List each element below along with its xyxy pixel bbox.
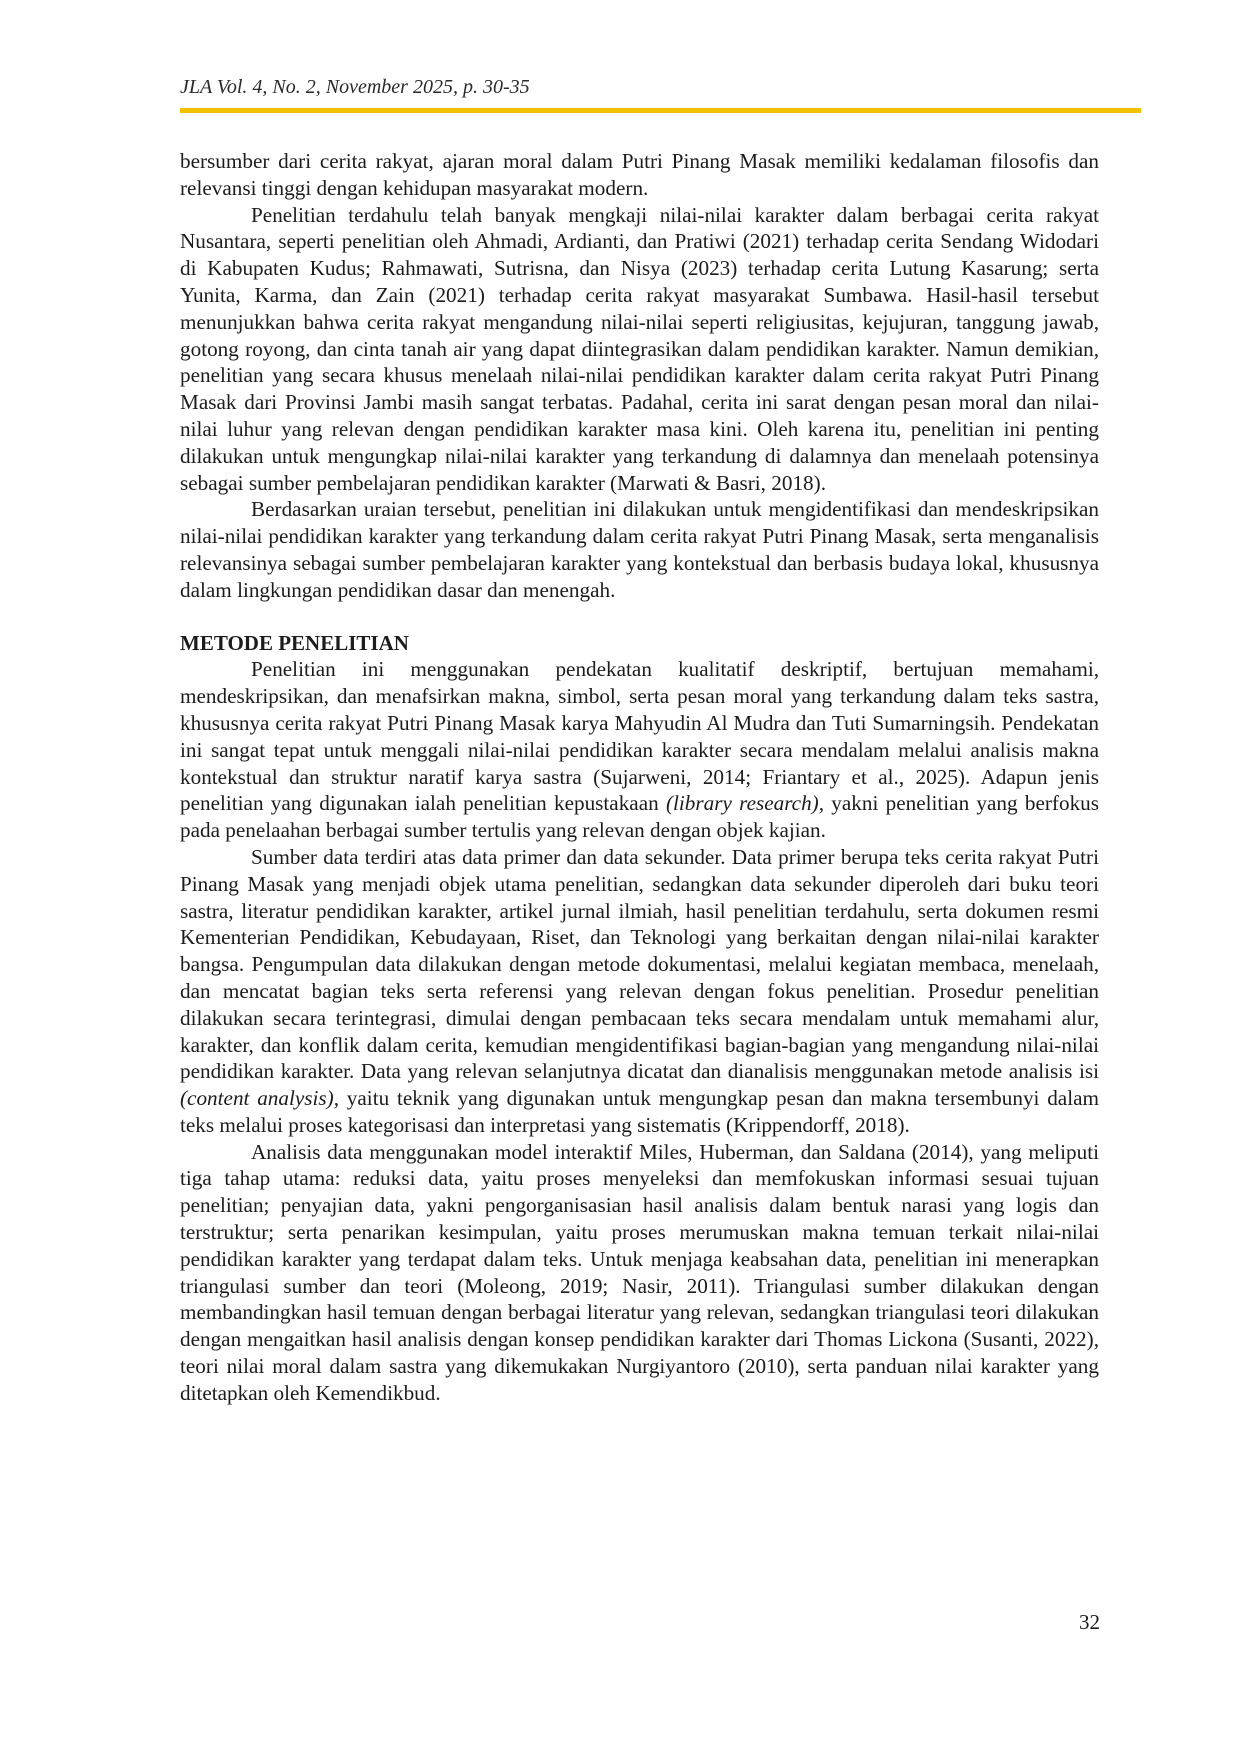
paragraph-approach-italic: (library research), <box>665 791 825 816</box>
paragraph-previous-research: Penelitian terdahulu telah banyak mengkaji nilai-nilai karakter dalam berbagai cerita rakyat Nusantara, seperti penelitian oleh Ahmadi, Ardianti, dan Pratiwi (2021) terhadap cerita Sendang Widodari di Kabupaten Kudus; Rahmawati, Sutrisna, dan Nisya (2023) terhadap cerita Lutung Kasarung; serta Yunita, Karma, dan Zain (2021) terhadap cerita rakyat masyarakat Sumbawa. Hasil-hasil tersebut menunjukkan bahwa cerita rakyat mengandung nilai-nilai seperti religiusitas, kejujuran, tanggung jawab, gotong royong, dan cinta tanah air yang dapat diintegrasikan dalam pendidikan karakter. Namun demikian, penelitian yang secara khusus menelaah nilai-nilai pendidikan karakter dalam cerita rakyat Putri Pinang Masak dari Provinsi Jambi masih sangat terbatas. Padahal, cerita ini sarat dengan pesan moral dan nilai-nilai luhur yang relevan dengan pendidikan karakter masa kini. Oleh karena itu, penelitian ini penting dilakukan untuk mengungkap nilai-nilai karakter yang terkandung di dalamnya dan menelaah potensinya sebagai sumber pembelajaran pendidikan karakter (Marwati & Basri, 2018). <box>180 202 1099 495</box>
paragraph-continuation: bersumber dari cerita rakyat, ajaran moral dalam Putri Pinang Masak memiliki kedalaman filosofis dan relevansi tinggi dengan kehidupan masyarakat modern. <box>180 149 1099 200</box>
paragraph-data-sources-text-2: , yaitu teknik yang digunakan untuk mengungkap pesan dan makna tersembunyi dalam teks melalui proses kategorisasi dan interpretasi yang sistematis (Krippendorff, 2018). <box>180 1086 1099 1137</box>
running-head: JLA Vol. 4, No. 2, November 2025, p. 30-35 <box>180 76 530 98</box>
page-body <box>180 148 1099 1407</box>
paragraph-research-aim: Berdasarkan uraian tersebut, penelitian ini dilakukan untuk mengidentifikasi dan mendeskripsikan nilai-nilai pendidikan karakter yang terkandung dalam cerita rakyat Putri Pinang Masak, serta menganalisis relevansinya sebagai sumber pembelajaran karakter yang kontekstual dan berbasis budaya lokal, khususnya dalam lingkungan pendidikan dasar dan menengah. <box>180 497 1099 602</box>
paragraph-data-analysis: Analisis data menggunakan model interaktif Miles, Huberman, dan Saldana (2014), yang meliputi tiga tahap utama: reduksi data, yaitu proses menyeleksi dan memfokuskan informasi sesuai tujuan penelitian; penyajian data, yakni pengorganisasian hasil analisis dalam bentuk narasi yang logis dan terstruktur; serta penarikan kesimpulan, yaitu proses merumuskan makna temuan terkait nilai-nilai pendidikan karakter yang terdapat dalam teks. Untuk menjaga keabsahan data, penelitian ini menerapkan triangulasi sumber dan teori (Moleong, 2019; Nasir, 2011). Triangulasi sumber dilakukan dengan membandingkan hasil temuan dengan berbagai literatur yang relevan, sedangkan triangulasi teori dilakukan dengan mengaitkan hasil analisis dengan konsep pendidikan karakter dari Thomas Lickona (Susanti, 2022), teori nilai moral dalam sastra yang dikemukakan Nurgiyantoro (2010), serta panduan nilai karakter yang ditetapkan oleh Kemendikbud. <box>180 1139 1099 1405</box>
section-heading-methods: METODE PENELITIAN <box>180 630 409 655</box>
paragraph-approach <box>180 656 1099 844</box>
paragraph-approach-text-1: Penelitian ini menggunakan pendekatan kualitatif deskriptif, bertujuan memahami, mendeskripsikan, dan menafsirkan makna, simbol, serta pesan moral yang terkandung dalam teks sastra, khususnya cerita rakyat Putri Pinang Masak karya Mahyudin Al Mudra dan Tuti Sumarningsih. Pendekatan ini sangat tepat untuk menggali nilai-nilai pendidikan karakter secara mendalam melalui analisis makna kontekstual dan struktur naratif karya sastra (Sujarweni, 2014; Friantary et al., 2025). Adapun jenis penelitian yang digunakan ialah penelitian kepustakaan <box>180 657 1099 816</box>
paragraph-data-sources <box>180 844 1099 1139</box>
header-rule <box>180 108 1141 113</box>
paragraph-approach-text-2: yakni penelitian yang berfokus pada penelaahan berbagai sumber tertulis yang relevan dengan objek kajian. <box>180 791 1100 843</box>
paragraph-data-sources-italic: (content analysis) <box>180 1086 334 1111</box>
paragraph-data-sources-text-1: Sumber data terdiri atas data primer dan data sekunder. Data primer berupa teks cerita rakyat Putri Pinang Masak yang menjadi objek utama penelitian, sedangkan data sekunder diperoleh dari buku teori sastra, literatur pendidikan karakter, artikel jurnal ilmiah, hasil penelitian terdahulu, serta dokumen resmi Kementerian Pendidikan, Kebudayaan, Riset, dan Teknologi yang berkaitan dengan nilai-nilai karakter bangsa. Pengumpulan data dilakukan dengan metode dokumentasi, melalui kegiatan membaca, menelaah, dan mencatat bagian teks serta referensi yang relevan dengan fokus penelitian. Prosedur penelitian dilakukan secara terintegrasi, dimulai dengan pembacaan teks secara mendalam untuk memahami alur, karakter, dan konflik dalam cerita, kemudian mengidentifikasi bagian-bagian yang mengandung nilai-nilai pendidikan karakter. Data yang relevan selanjutnya dicatat dan dianalisis menggunakan metode analisis isi <box>180 844 1099 1084</box>
page-number: 32 <box>1079 1610 1100 1634</box>
